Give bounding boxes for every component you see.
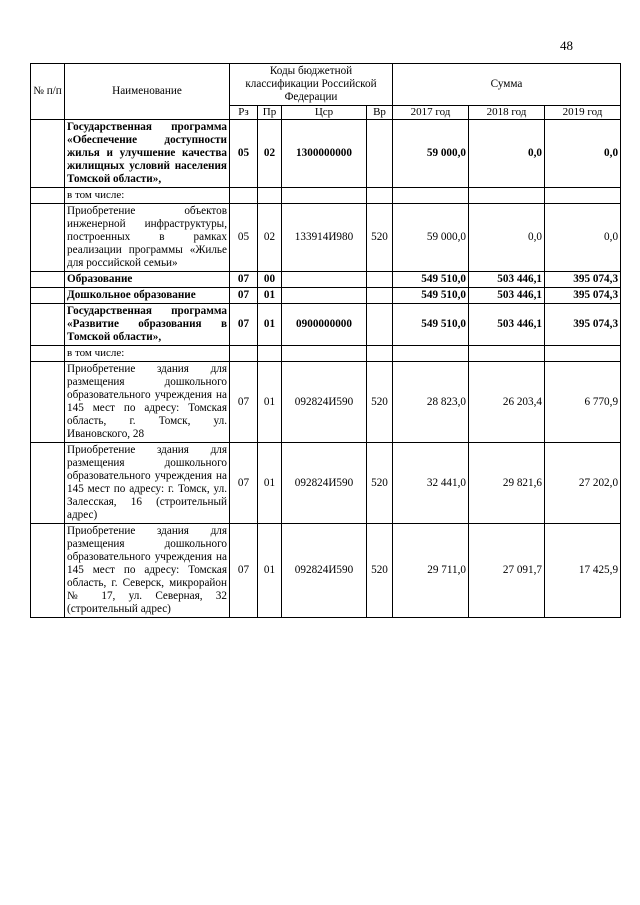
row-num (31, 272, 65, 288)
row-name: Дошкольное образование (65, 288, 230, 304)
row-2019: 395 074,3 (545, 304, 621, 346)
table-row (31, 304, 621, 346)
row-2018: 26 203,4 (469, 362, 545, 443)
table-row (31, 524, 621, 618)
row-name: Образование (65, 272, 230, 288)
row-num (31, 120, 65, 188)
row-2017: 59 000,0 (393, 120, 469, 188)
row-2018: 27 091,7 (469, 524, 545, 618)
table-row (31, 272, 621, 288)
header-rz: Рз (230, 106, 258, 120)
row-pr: 01 (258, 362, 282, 443)
row-num (31, 524, 65, 618)
header-name: Наименование (65, 64, 230, 120)
row-2017: 549 510,0 (393, 304, 469, 346)
row-vr: 520 (367, 443, 393, 524)
row-vr (367, 288, 393, 304)
row-2018: 0,0 (469, 120, 545, 188)
row-num (31, 443, 65, 524)
header-2019: 2019 год (545, 106, 621, 120)
table-row (31, 443, 621, 524)
row-2017: 549 510,0 (393, 272, 469, 288)
row-rz (230, 346, 258, 362)
row-name: в том числе: (65, 346, 230, 362)
row-rz: 05 (230, 120, 258, 188)
row-2019: 395 074,3 (545, 288, 621, 304)
header-pr: Пр (258, 106, 282, 120)
row-csr (282, 188, 367, 204)
row-2018 (469, 188, 545, 204)
row-name: Приобретение здания для размещения дошкольного образовательного учреждения на 145 мест по адресу: г. Томск, ул. Залесская, 16 (строительный адрес) (65, 443, 230, 524)
row-2019: 0,0 (545, 204, 621, 272)
header-codes: Коды бюджетной классификации Российской Федерации (230, 64, 393, 106)
row-rz: 07 (230, 524, 258, 618)
row-pr (258, 188, 282, 204)
row-2019 (545, 346, 621, 362)
table-row (31, 120, 621, 188)
row-2018: 0,0 (469, 204, 545, 272)
row-2018 (469, 346, 545, 362)
header-sum: Сумма (393, 64, 621, 106)
table-row (31, 346, 621, 362)
row-rz: 05 (230, 204, 258, 272)
row-name: в том числе: (65, 188, 230, 204)
row-vr: 520 (367, 204, 393, 272)
row-name: Приобретение здания для размещения дошкольного образовательного учреждения на 145 мест по адресу: Томская область, г. Северск, микрорайон № 17, ул. Северная, 32 (строительный адрес) (65, 524, 230, 618)
header-csr: Цср (282, 106, 367, 120)
budget-table (30, 63, 621, 618)
row-csr: 0900000000 (282, 304, 367, 346)
row-pr (258, 346, 282, 362)
row-2017: 32 441,0 (393, 443, 469, 524)
header-2018: 2018 год (469, 106, 545, 120)
row-vr (367, 272, 393, 288)
row-name: Приобретение здания для размещения дошкольного образовательного учреждения на 145 мест по адресу: Томская область, г. Томск, ул. Ивановского, 28 (65, 362, 230, 443)
table-row (31, 362, 621, 443)
row-2017: 59 000,0 (393, 204, 469, 272)
row-pr: 02 (258, 204, 282, 272)
row-2019: 6 770,9 (545, 362, 621, 443)
header-row (31, 64, 621, 106)
row-pr: 01 (258, 524, 282, 618)
row-pr: 01 (258, 443, 282, 524)
row-num (31, 204, 65, 272)
row-rz: 07 (230, 362, 258, 443)
row-2018: 503 446,1 (469, 304, 545, 346)
row-num (31, 304, 65, 346)
row-pr: 02 (258, 120, 282, 188)
row-csr: 092824И590 (282, 443, 367, 524)
row-rz: 07 (230, 288, 258, 304)
row-csr: 1300000000 (282, 120, 367, 188)
row-2018: 503 446,1 (469, 272, 545, 288)
row-csr: 092824И590 (282, 524, 367, 618)
row-vr (367, 304, 393, 346)
row-num (31, 288, 65, 304)
row-csr (282, 272, 367, 288)
row-2019: 395 074,3 (545, 272, 621, 288)
row-vr: 520 (367, 524, 393, 618)
table-row (31, 188, 621, 204)
row-2017 (393, 346, 469, 362)
row-2018: 503 446,1 (469, 288, 545, 304)
row-vr (367, 120, 393, 188)
row-pr: 01 (258, 288, 282, 304)
row-name: Государственная программа «Развитие образования в Томской области», (65, 304, 230, 346)
row-num (31, 362, 65, 443)
header-2017: 2017 год (393, 106, 469, 120)
row-pr: 00 (258, 272, 282, 288)
row-csr: 092824И590 (282, 362, 367, 443)
row-pr: 01 (258, 304, 282, 346)
row-csr (282, 288, 367, 304)
row-2017: 29 711,0 (393, 524, 469, 618)
row-name: Приобретение объектов инженерной инфраструктуры, построенных в рамках реализации программы «Жилье для российской семьи» (65, 204, 230, 272)
row-2019: 27 202,0 (545, 443, 621, 524)
row-2018: 29 821,6 (469, 443, 545, 524)
row-csr: 133914И980 (282, 204, 367, 272)
page-number: 48 (560, 38, 573, 53)
row-num (31, 188, 65, 204)
row-csr (282, 346, 367, 362)
row-2019: 0,0 (545, 120, 621, 188)
row-2017 (393, 188, 469, 204)
table-row (31, 204, 621, 272)
row-rz: 07 (230, 304, 258, 346)
row-rz (230, 188, 258, 204)
header-vr: Вр (367, 106, 393, 120)
row-rz: 07 (230, 272, 258, 288)
row-2019: 17 425,9 (545, 524, 621, 618)
row-vr (367, 188, 393, 204)
header-num: № п/п (31, 64, 65, 120)
row-num (31, 346, 65, 362)
row-2017: 28 823,0 (393, 362, 469, 443)
table-row (31, 288, 621, 304)
row-vr (367, 346, 393, 362)
row-2017: 549 510,0 (393, 288, 469, 304)
row-vr: 520 (367, 362, 393, 443)
row-2019 (545, 188, 621, 204)
row-rz: 07 (230, 443, 258, 524)
row-name: Государственная программа «Обеспечение доступности жилья и улучшение качества жилищных условий населения Томской области», (65, 120, 230, 188)
